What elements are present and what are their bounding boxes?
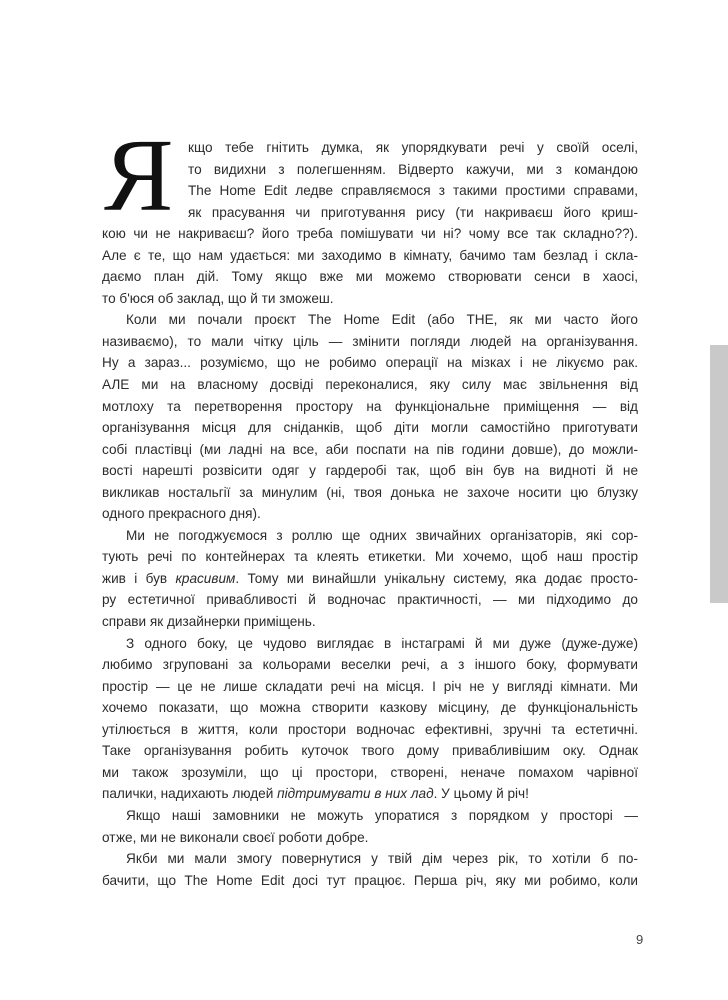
text-line: АЛЕ ми на власному досвіді переконалися, яку силу має звільнення від: [102, 377, 638, 393]
italic-text: підтримувати в них лад: [277, 786, 434, 802]
text-line: то б'юся об заклад, що й ти зможеш.: [102, 290, 334, 306]
text-line: Але є те, що нам удається: ми заходимо в кімнату, бачимо там безлад і скла-: [102, 247, 638, 263]
text-line: любимо згруповані за кольорами веселки речі, а з іншого боку, формувати: [102, 657, 638, 673]
text-line: ру естетичної привабливості й водночас практичності, — ми підходимо до: [102, 592, 638, 608]
text-line: вості нарешті розвісити одяг у гардеробі так, щоб він був на видноті й не: [102, 463, 638, 479]
paragraph: [102, 805, 638, 848]
text-line: отже, ми не виконали своєї роботи добре.: [102, 829, 369, 845]
text-line: З одного боку, це чудово виглядає в інстаграмі й ми дуже (дуже-дуже): [126, 635, 638, 651]
text-line: Ну а зараз... розуміємо, що не робимо операції на мізках і не лікуємо рак.: [102, 355, 638, 371]
text-line: даємо план дій. Тому якщо вже ми можемо створювати сенси в хаосі,: [102, 269, 638, 285]
body-text: [102, 137, 638, 891]
text-segment: . Тому ми винайшли унікальну систему, яка додає просто-: [235, 570, 638, 586]
text-line: організування місця для сніданків, щоб діти могли самостійно приготувати: [102, 420, 638, 436]
text-line: Якби ми мали змогу повернутися у твій дім через рік, то хотіли б по-: [126, 851, 638, 867]
italic-text: красивим: [175, 570, 236, 586]
text-line: хочемо показати, що можна створити казкову місцину, де функціональність: [102, 700, 638, 716]
text-line: викликав ностальгії за минулим (ні, твоя донька не захоче носити цю блузку: [102, 484, 638, 500]
text-line: як прасування чи приготування рису (ти накриваєш його криш-: [188, 204, 638, 220]
text-line: то видихни з полегшенням. Відверто кажучи, ми з командою: [188, 161, 638, 177]
paragraph: [102, 633, 638, 805]
text-line: The Home Edit ледве справляємося з такими простими справами,: [188, 183, 638, 199]
text-line: ми також зрозуміли, що ці простори, створені, неначе помахом чарівної: [102, 764, 638, 780]
text-line: простір — це не лише складати речі на місця. І річ не у вигляді кімнати. Ми: [102, 678, 638, 694]
text-line: справи як дизайнерки приміщень.: [102, 614, 316, 630]
text-line: називаємо), то мали чітку ціль — змінити погляди людей на організування.: [102, 333, 638, 349]
paragraph: [102, 137, 638, 309]
text-line: кою чи не накриваєш? його треба помішувати чи ні? чому все так складно??).: [102, 226, 638, 242]
paragraph: [102, 848, 638, 891]
text-line: одного прекрасного дня).: [102, 506, 261, 522]
page-number: 9: [636, 932, 644, 947]
text-segment: жив і був: [102, 570, 176, 586]
text-line: [102, 568, 638, 590]
text-line: Якщо наші замовники не можуть упоратися з порядком у просторі —: [126, 807, 638, 823]
text-line: Коли ми почали проєкт The Home Edit (або THE, як ми часто його: [126, 312, 638, 328]
drop-cap: Я: [104, 118, 174, 233]
text-segment: . У цьому й річ!: [433, 786, 529, 802]
paragraph: [102, 525, 638, 633]
text-line: кщо тебе гнітить думка, як упорядкувати речі у своїй оселі,: [188, 140, 638, 155]
text-line: [102, 783, 638, 805]
text-line: бачити, що The Home Edit досі тут працює. Перша річ, яку ми робимо, коли: [102, 872, 638, 888]
page-edge-tab: [710, 345, 728, 603]
text-segment: палички, надихають людей: [102, 786, 278, 802]
text-line: утілюється в життя, коли простори водночас ефективні, зручні та естетичні.: [102, 721, 638, 737]
text-line: мотлоху та перетворення простору на функціональне приміщення — від: [102, 398, 638, 414]
text-line: Таке організування робить куточок твого дому привабливішим оку. Однак: [102, 743, 638, 759]
text-line: собі пластівці (ми ладні на все, аби поспати на пів години довше), до можли-: [102, 441, 638, 457]
paragraph: [102, 309, 638, 524]
text-line: Ми не погоджуємося з роллю ще одних звичайних організаторів, які сор-: [126, 527, 638, 543]
text-line: тують речі по контейнерах та клеять етикетки. Ми хочемо, щоб наш простір: [102, 549, 638, 565]
